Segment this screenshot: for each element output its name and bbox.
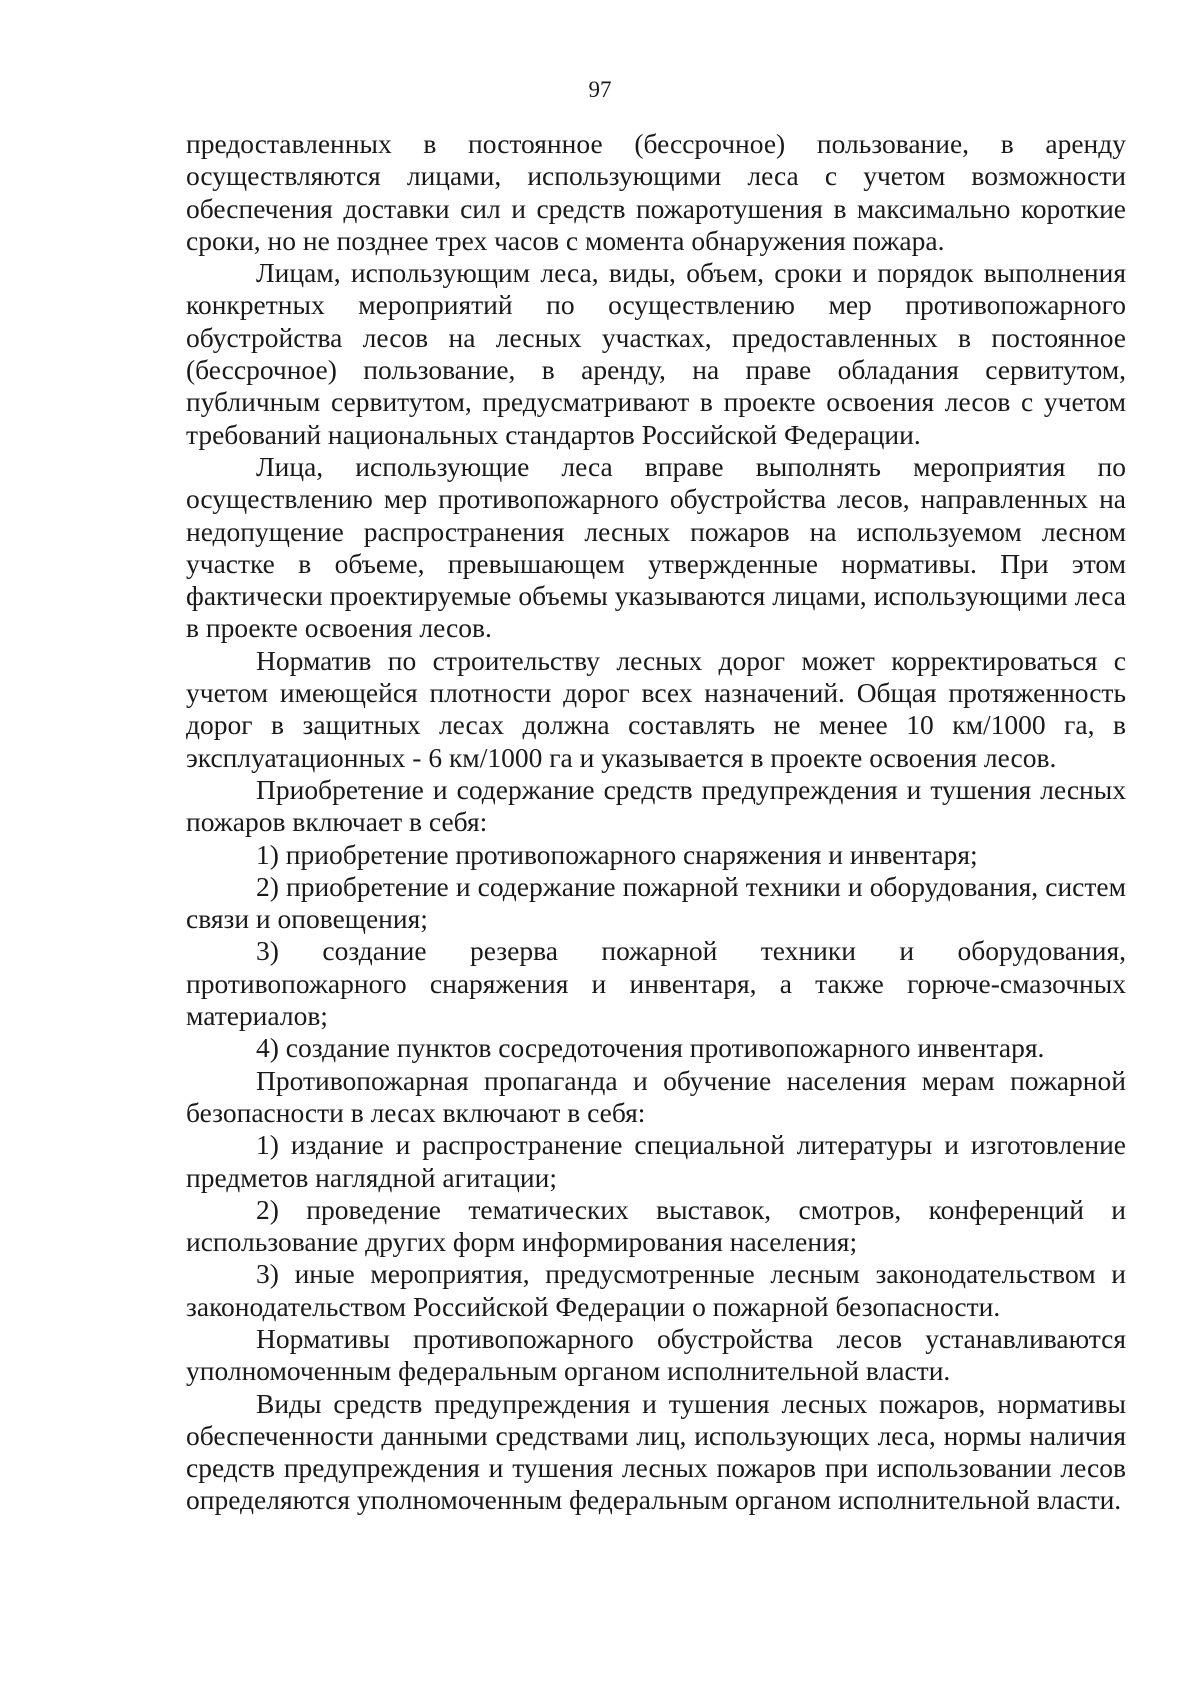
list-item: 1) издание и распространение специальной литературы и изготовление предметов наглядной агитации; [186,1129,1126,1193]
paragraph: Виды средств предупреждения и тушения лесных пожаров, нормативы обеспеченности данными средствами лиц, использующих леса, нормы наличия средств предупреждения и тушения лесных пожаров при использовании лесов определяются уполномоченным федеральным органом исполнительной власти. [186,1387,1126,1516]
list-item: 3) создание резерва пожарной техники и оборудования, противопожарного снаряжения и инвентаря, а также горюче-смазочных материалов; [186,935,1126,1032]
list-item: 2) приобретение и содержание пожарной техники и оборудования, систем связи и оповещения; [186,870,1126,935]
document-body [186,128,1126,1517]
paragraph: Лица, использующие леса вправе выполнять мероприятия по осуществлению мер противопожарного обустройства лесов, направленных на недопущение распространения лесных пожаров на используемом лесном участке в объеме, превышающем утвержденные нормативы. При этом фактически проектируемые объемы указываются лицами, использующими леса в проекте освоения лесов. [186,450,1126,644]
list-item: 3) иные мероприятия, предусмотренные лесным законодательством и законодательством Российской Федерации о пожарной безопасности. [186,1258,1126,1322]
paragraph-continuation: предоставленных в постоянное (бессрочное) пользование, в аренду осуществляются лицами, использующими леса с учетом возможности обеспечения доставки сил и средств пожаротушения в максимально короткие сроки, но не позднее трех часов с момента обнаружения пожара. [186,128,1126,256]
paragraph: Приобретение и содержание средств предупреждения и тушения лесных пожаров включает в себя: [186,773,1126,838]
paragraph: Противопожарная пропаганда и обучение населения мерам пожарной безопасности в лесах включают в себя: [186,1064,1126,1128]
paragraph: Лицам, использующим леса, виды, объем, сроки и порядок выполнения конкретных мероприятий по осуществлению мер противопожарного обустройства лесов на лесных участках, предоставленных в постоянное (бессрочное) пользование, в аренду, на праве обладания сервитутом, публичным сервитутом, предусматривают в проекте освоения лесов с учетом требований национальных стандартов Российской Федерации. [186,257,1126,450]
list-item: 4) создание пунктов сосредоточения противопожарного инвентаря. [256,1032,1045,1064]
list-item: 2) проведение тематических выставок, смотров, конференций и использование других форм информирования населения; [186,1193,1126,1258]
list-item: 1) приобретение противопожарного снаряжения и инвентаря; [256,838,978,870]
paragraph: Норматив по строительству лесных дорог может корректироваться с учетом имеющейся плотности дорог всех назначений. Общая протяженность дорог в защитных лесах должна составлять не менее 10 км/1000 га, в эксплуатационных - 6 км/1000 га и указывается в проекте освоения лесов. [186,644,1126,773]
page-number: 97 [588,77,612,102]
paragraph: Нормативы противопожарного обустройства лесов устанавливаются уполномоченным федеральным органом исполнительной власти. [186,1322,1126,1387]
